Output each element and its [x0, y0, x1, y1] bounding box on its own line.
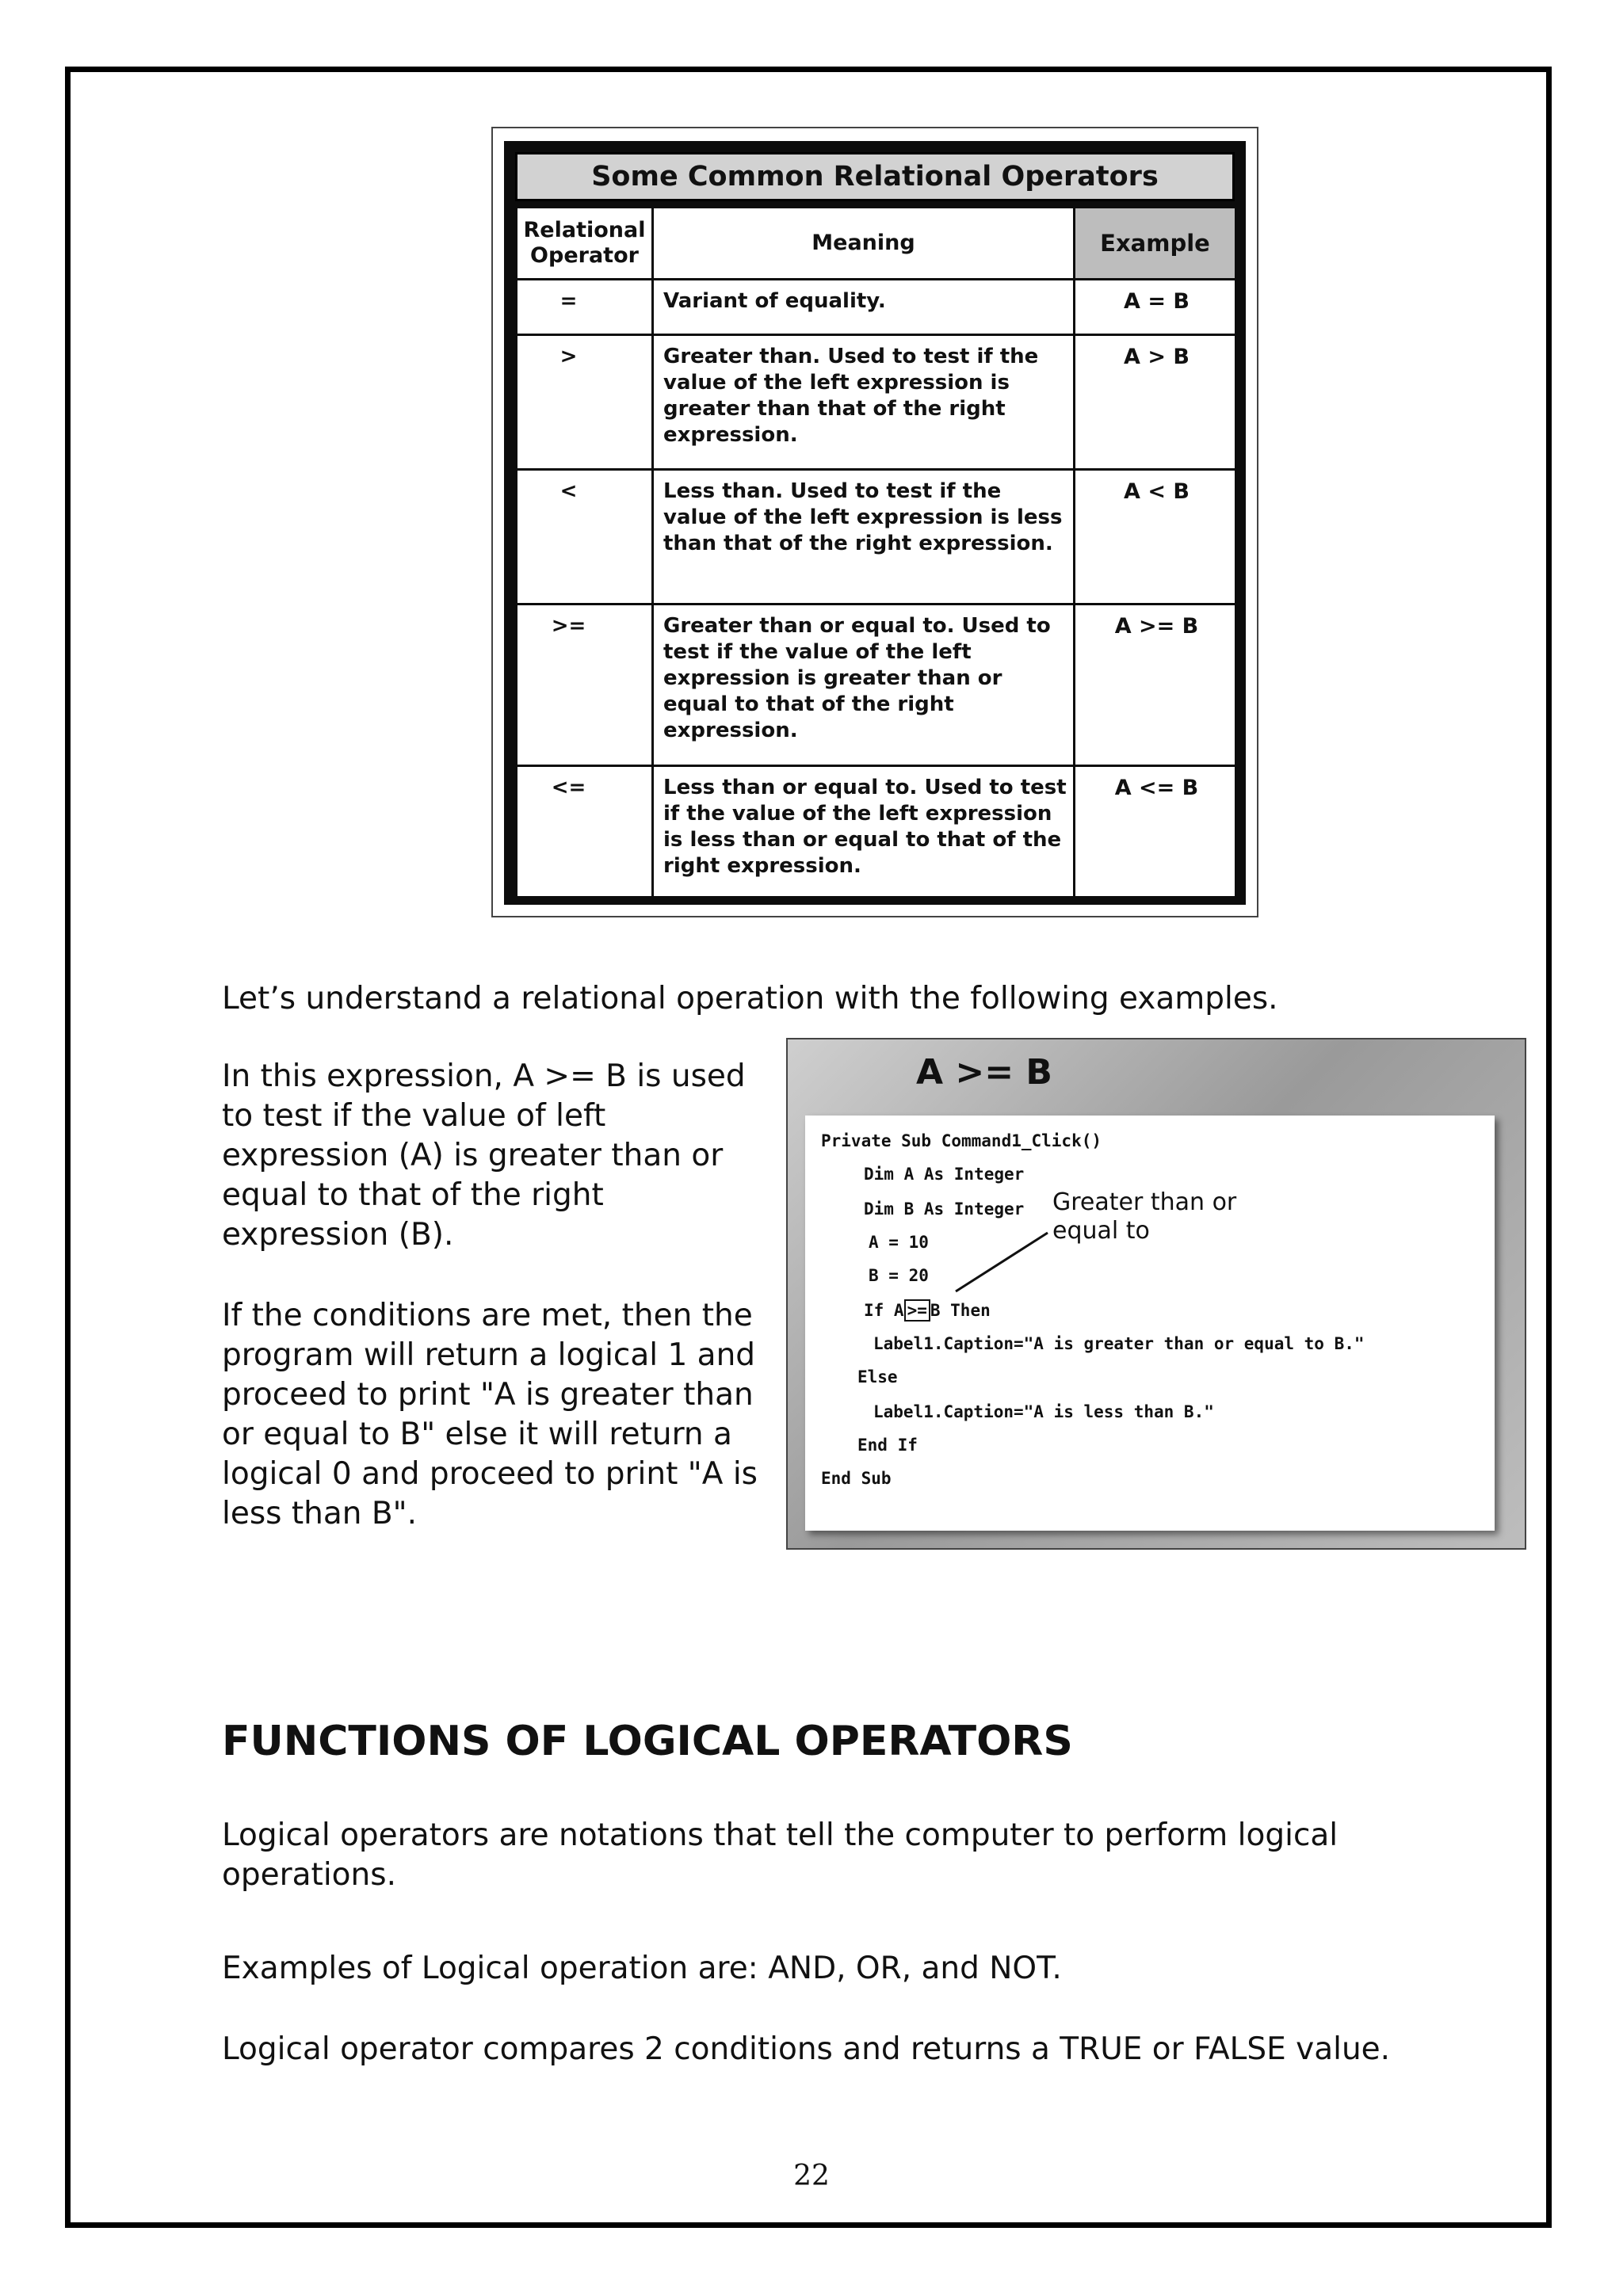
code-line-sub: Private Sub Command1_Click() [821, 1131, 1102, 1150]
example-cell: A < B [1075, 470, 1236, 605]
operator-cell: > [517, 335, 653, 470]
code-if-then: B Then [930, 1301, 991, 1320]
code-line-dim-a: Dim A As Integer [864, 1165, 1025, 1184]
table-header-row [517, 208, 1236, 280]
header-example: Example [1075, 208, 1236, 280]
meaning-cell: Variant of equality. [653, 280, 1075, 335]
meaning-cell: Greater than or equal to. Used to test if the value of the left expression is greater than or equal to that of the right expression. [653, 605, 1075, 766]
example-cell: A <= B [1075, 766, 1236, 898]
code-line-end-if: End If [857, 1436, 918, 1455]
section-heading: FUNCTIONS OF LOGICAL OPERATORS [222, 1718, 1073, 1765]
callout-label [1052, 1188, 1251, 1245]
code-line-else: Else [857, 1367, 898, 1386]
header-operator: Relational Operator [517, 208, 653, 280]
code-line-if [864, 1299, 991, 1322]
operator-highlight-box: >= [904, 1299, 930, 1322]
table-row [517, 766, 1236, 898]
meaning-cell: Less than. Used to test if the value of the left expression is less than that of the right expression. [653, 470, 1075, 605]
logical-definition-paragraph: Logical operators are notations that tell the computer to perform logical operations. [222, 1817, 1338, 1893]
code-line-assign-b: B = 20 [869, 1266, 929, 1285]
logical-examples-paragraph: Examples of Logical operation are: AND, OR, and NOT. [222, 1951, 1062, 1986]
code-figure-title: A >= B [916, 1052, 1052, 1093]
operator-cell: = [517, 280, 653, 335]
example-cell: A > B [1075, 335, 1236, 470]
code-line-end-sub: End Sub [821, 1469, 892, 1488]
example-cell: A >= B [1075, 605, 1236, 766]
header-meaning: Meaning [653, 208, 1075, 280]
code-panel [805, 1116, 1495, 1531]
table-row [517, 470, 1236, 605]
callout-pointer-line [956, 1233, 1048, 1291]
callout-text: Greater than or equal to [1052, 1188, 1237, 1245]
code-line-caption-true: Label1.Caption="A is greater than or equal to B." [873, 1334, 1365, 1353]
table-row [517, 280, 1236, 335]
expression-paragraph: In this expression, A >= B is used to test if the value of left expression (A) is greater than or equal to that of the right expression (B). [222, 1058, 746, 1253]
operator-cell: <= [517, 766, 653, 898]
page-number: 22 [793, 2160, 830, 2192]
meaning-cell: Less than or equal to. Used to test if the value of the left expression is less than or equal to that of the right expression. [653, 766, 1075, 898]
table-title: Some Common Relational Operators [515, 152, 1235, 201]
relational-operators-frame [504, 141, 1246, 905]
intro-paragraph: Let’s understand a relational operation with the following examples. [222, 981, 1278, 1016]
code-if-keyword: If A [864, 1301, 904, 1320]
code-line-caption-false: Label1.Caption="A is less than B." [873, 1402, 1214, 1421]
relational-operators-table [515, 206, 1237, 898]
table-row [517, 335, 1236, 470]
code-example-figure [786, 1038, 1526, 1550]
table-row [517, 605, 1236, 766]
example-cell: A = B [1075, 280, 1236, 335]
code-line-assign-a: A = 10 [869, 1233, 929, 1252]
relational-operators-figure [491, 127, 1258, 917]
logical-compare-paragraph: Logical operator compares 2 conditions and returns a TRUE or FALSE value. [222, 2031, 1391, 2067]
conditions-paragraph: If the conditions are met, then the program will return a logical 1 and proceed to print "A is greater than or equal to B" else it will return a logical 0 and proceed to print "A is less than B". [222, 1298, 758, 1531]
operator-cell: >= [517, 605, 653, 766]
operator-cell: < [517, 470, 653, 605]
code-line-dim-b: Dim B As Integer [864, 1199, 1025, 1219]
meaning-cell: Greater than. Used to test if the value of the left expression is greater than that of the right expression. [653, 335, 1075, 470]
